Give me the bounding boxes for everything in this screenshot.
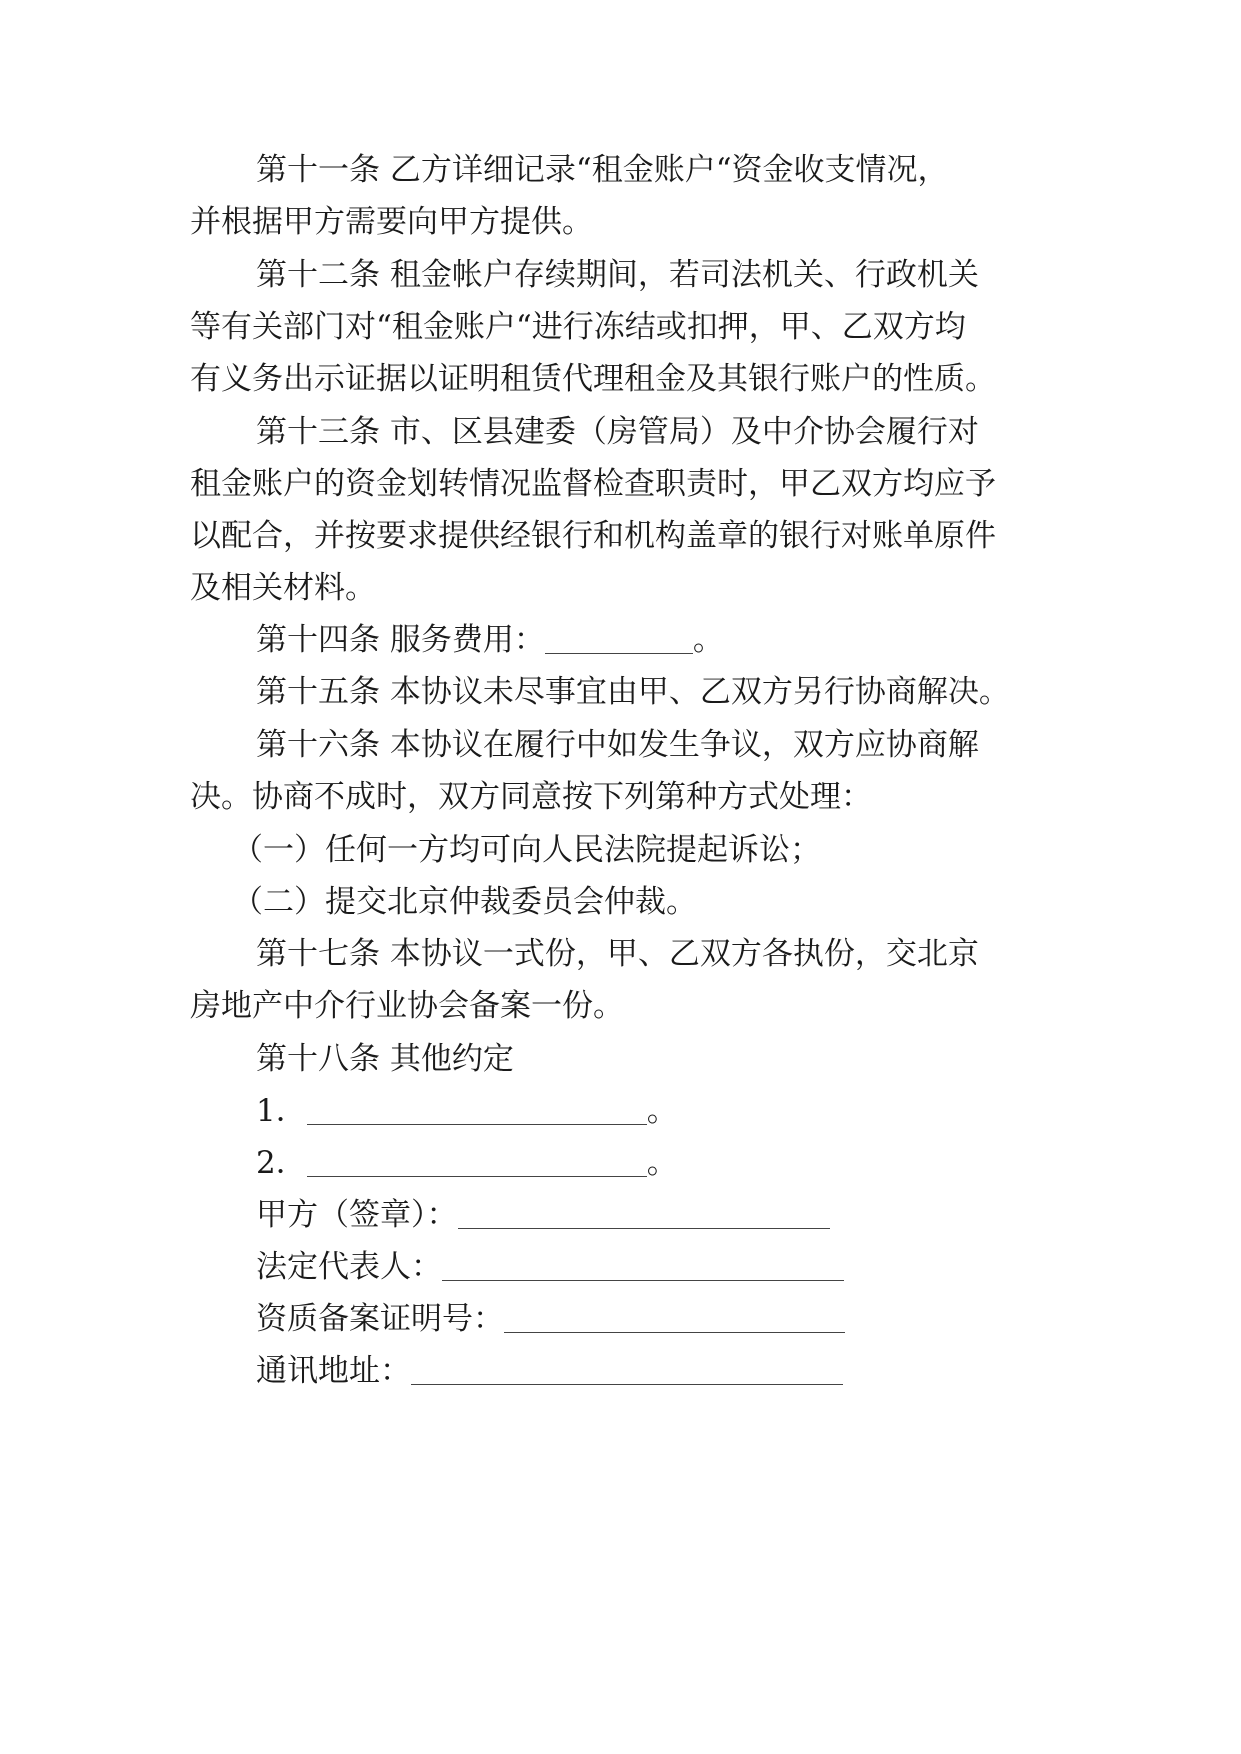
other-agreement-1-blank bbox=[307, 1094, 647, 1125]
party-a-seal-line: 甲方（签章）： bbox=[256, 1193, 830, 1237]
other-agreement-1: 1． 。 bbox=[256, 1093, 678, 1129]
address-line: 通讯地址： bbox=[256, 1349, 843, 1393]
other-agreement-2: 2． 。 bbox=[256, 1145, 678, 1181]
clause-18-heading: 第十八条 其他约定 bbox=[256, 1041, 514, 1077]
clause-11-line-1: 第十一条 乙方详细记录“租金账户“资金收支情况， bbox=[256, 152, 949, 188]
legal-representative-blank bbox=[442, 1250, 844, 1281]
qualification-number-line: 资质备案证明号： bbox=[256, 1297, 845, 1341]
clause-11-line-2: 并根据甲方需要向甲方提供。 bbox=[190, 204, 593, 240]
clause-12-line-3: 有义务出示证据以证明租赁代理租金及其银行账户的性质。 bbox=[190, 361, 996, 397]
service-fee-blank bbox=[545, 623, 693, 654]
clause-13-line-2: 租金账户的资金划转情况监督检查职责时，甲乙双方均应予 bbox=[190, 466, 996, 502]
dispute-option-1: （一）任何一方均可向人民法院提起诉讼； bbox=[232, 832, 821, 868]
other-agreement-2-blank bbox=[307, 1146, 647, 1177]
address-blank bbox=[411, 1354, 843, 1385]
clause-16-line-1: 第十六条 本协议在履行中如发生争议，双方应协商解 bbox=[256, 727, 979, 763]
clause-16-line-2: 决。协商不成时，双方同意按下列第种方式处理： bbox=[190, 779, 872, 815]
qualification-number-blank bbox=[504, 1302, 845, 1333]
clause-13-line-3: 以配合，并按要求提供经银行和机构盖章的银行对账单原件 bbox=[190, 518, 996, 554]
clause-17-line-2: 房地产中介行业协会备案一份。 bbox=[190, 988, 624, 1024]
legal-representative-line: 法定代表人： bbox=[256, 1245, 844, 1289]
party-a-seal-blank bbox=[458, 1198, 830, 1229]
clause-13-line-4: 及相关材料。 bbox=[190, 570, 376, 606]
dispute-option-2: （二）提交北京仲裁委员会仲裁。 bbox=[232, 884, 697, 920]
clause-17-line-1: 第十七条 本协议一式份，甲、乙双方各执份，交北京 bbox=[256, 936, 979, 972]
clause-12-line-2: 等有关部门对“租金账户“进行冻结或扣押，甲、乙双方均 bbox=[190, 309, 966, 345]
clause-15-line: 第十五条 本协议未尽事宜由甲、乙双方另行协商解决。 bbox=[256, 674, 1010, 710]
clause-13-line-1: 第十三条 市、区县建委（房管局）及中介协会履行对 bbox=[256, 414, 979, 450]
clause-12-line-1: 第十二条 租金帐户存续期间，若司法机关、行政机关 bbox=[256, 257, 979, 293]
clause-14-line: 第十四条 服务费用： 。 bbox=[256, 622, 724, 658]
